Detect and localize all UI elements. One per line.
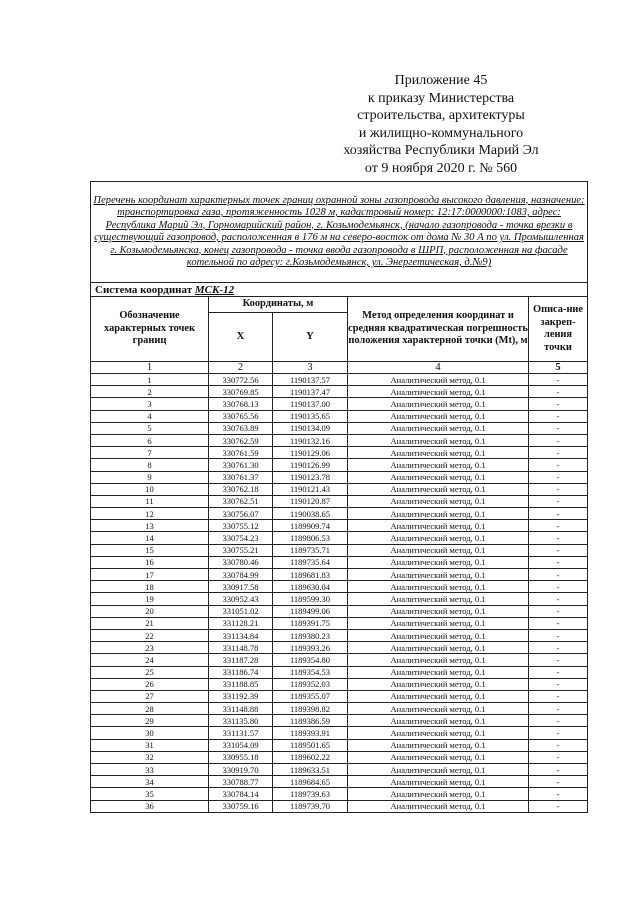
method-cell: Аналитический метод, 0.1 (348, 617, 529, 629)
table-row (91, 520, 588, 532)
table-row (91, 422, 588, 434)
coord-x-cell: 330952.43 (209, 593, 273, 605)
point-number-cell: 7 (91, 447, 209, 459)
coord-y-cell: 1189735.71 (273, 544, 348, 556)
coord-y-cell: 1189501.65 (273, 739, 348, 751)
description-cell: - (529, 703, 588, 715)
coord-y-cell: 1189599.30 (273, 593, 348, 605)
coord-x-cell: 331128.21 (209, 617, 273, 629)
coord-y-cell: 1189602.22 (273, 751, 348, 763)
table-row (91, 629, 588, 641)
coord-x-cell: 330761.37 (209, 471, 273, 483)
header-point: Обозначение характерных точек границ (91, 297, 209, 362)
coord-y-cell: 1190126.99 (273, 459, 348, 471)
column-number: 1 (91, 362, 209, 374)
coord-x-cell: 330772.56 (209, 374, 273, 386)
method-cell: Аналитический метод, 0.1 (348, 471, 529, 483)
method-cell: Аналитический метод, 0.1 (348, 666, 529, 678)
coord-x-cell: 331051.02 (209, 605, 273, 617)
coord-y-cell: 1190121.43 (273, 483, 348, 495)
description-cell: - (529, 593, 588, 605)
coord-x-cell: 330761.30 (209, 459, 273, 471)
point-number-cell: 35 (91, 788, 209, 800)
point-number-cell: 36 (91, 800, 209, 812)
point-number-cell: 2 (91, 386, 209, 398)
point-number-cell: 30 (91, 727, 209, 739)
method-cell: Аналитический метод, 0.1 (348, 556, 529, 568)
coord-y-cell: 1190137.57 (273, 374, 348, 386)
description-cell: - (529, 678, 588, 690)
method-cell: Аналитический метод, 0.1 (348, 629, 529, 641)
coord-x-cell: 330780.46 (209, 556, 273, 568)
coord-x-cell: 330755.12 (209, 520, 273, 532)
description-cell: - (529, 471, 588, 483)
coord-x-cell: 330919.70 (209, 764, 273, 776)
table-row (91, 666, 588, 678)
point-number-cell: 32 (91, 751, 209, 763)
method-cell: Аналитический метод, 0.1 (348, 495, 529, 507)
description-cell: - (529, 605, 588, 617)
table-body (91, 374, 588, 813)
table-row (91, 764, 588, 776)
table-row (91, 776, 588, 788)
coord-x-cell: 331148.88 (209, 703, 273, 715)
point-number-cell: 14 (91, 532, 209, 544)
table-row (91, 715, 588, 727)
point-number-cell: 13 (91, 520, 209, 532)
method-cell: Аналитический метод, 0.1 (348, 520, 529, 532)
description-cell: - (529, 715, 588, 727)
table-row (91, 434, 588, 446)
point-number-cell: 19 (91, 593, 209, 605)
method-cell: Аналитический метод, 0.1 (348, 386, 529, 398)
point-number-cell: 18 (91, 581, 209, 593)
description-cell: - (529, 410, 588, 422)
point-number-cell: 23 (91, 642, 209, 654)
method-cell: Аналитический метод, 0.1 (348, 605, 529, 617)
table-row (91, 495, 588, 507)
method-cell: Аналитический метод, 0.1 (348, 447, 529, 459)
table-row (91, 483, 588, 495)
table-row (91, 386, 588, 398)
point-number-cell: 26 (91, 678, 209, 690)
column-number: 4 (348, 362, 529, 374)
description-cell: - (529, 569, 588, 581)
appendix-line: к приказу Министерства (367, 90, 515, 106)
description-cell: - (529, 617, 588, 629)
table-row (91, 581, 588, 593)
coord-x-cell: 331131.57 (209, 727, 273, 739)
coord-y-cell: 1189398.82 (273, 703, 348, 715)
point-number-cell: 24 (91, 654, 209, 666)
header-coords: Координаты, м (209, 297, 348, 313)
coord-y-cell: 1190120.87 (273, 495, 348, 507)
coord-x-cell: 331188.85 (209, 678, 273, 690)
description-cell: - (529, 422, 588, 434)
method-cell: Аналитический метод, 0.1 (348, 569, 529, 581)
table-row (91, 800, 588, 812)
coord-x-cell: 330756.07 (209, 508, 273, 520)
coord-x-cell: 330765.56 (209, 410, 273, 422)
coord-y-cell: 1189633.51 (273, 764, 348, 776)
point-number-cell: 29 (91, 715, 209, 727)
coordinate-system (91, 283, 588, 297)
coord-y-cell: 1189386.59 (273, 715, 348, 727)
coord-y-cell: 1189393.91 (273, 727, 348, 739)
description-cell: - (529, 459, 588, 471)
point-number-cell: 4 (91, 410, 209, 422)
description-cell: - (529, 666, 588, 678)
point-number-cell: 21 (91, 617, 209, 629)
point-number-cell: 3 (91, 398, 209, 410)
header-method: Метод определения координат и средняя квадратическая погрешность положения характерной точки (Mt), м (348, 297, 529, 362)
coord-y-cell: 1189681.83 (273, 569, 348, 581)
description-cell: - (529, 629, 588, 641)
method-cell: Аналитический метод, 0.1 (348, 593, 529, 605)
description-cell: - (529, 434, 588, 446)
table-row (91, 678, 588, 690)
description-cell: - (529, 544, 588, 556)
table-row (91, 654, 588, 666)
coord-y-cell: 1189630.04 (273, 581, 348, 593)
appendix-line: и жилищно-коммунального (358, 125, 524, 141)
method-cell: Аналитический метод, 0.1 (348, 374, 529, 386)
table-row (91, 703, 588, 715)
table-row (91, 642, 588, 654)
method-cell: Аналитический метод, 0.1 (348, 422, 529, 434)
coord-x-cell: 330761.59 (209, 447, 273, 459)
table-row (91, 459, 588, 471)
table-row (91, 605, 588, 617)
coord-y-cell: 1190038.65 (273, 508, 348, 520)
coord-y-cell: 1189393.26 (273, 642, 348, 654)
point-number-cell: 22 (91, 629, 209, 641)
description-cell: - (529, 764, 588, 776)
method-cell: Аналитический метод, 0.1 (348, 764, 529, 776)
point-number-cell: 31 (91, 739, 209, 751)
point-number-cell: 28 (91, 703, 209, 715)
table-row (91, 569, 588, 581)
description-cell: - (529, 581, 588, 593)
coord-y-cell: 1189684.65 (273, 776, 348, 788)
coord-x-cell: 330784.14 (209, 788, 273, 800)
appendix-line: хозяйства Республики Марий Эл (343, 143, 539, 158)
appendix-line: от 9 ноября 2020 г. № 560 (364, 160, 518, 176)
coord-x-cell: 331187.28 (209, 654, 273, 666)
method-cell: Аналитический метод, 0.1 (348, 751, 529, 763)
method-cell: Аналитический метод, 0.1 (348, 678, 529, 690)
point-number-cell: 6 (91, 434, 209, 446)
table-row (91, 410, 588, 422)
method-cell: Аналитический метод, 0.1 (348, 581, 529, 593)
point-number-cell: 20 (91, 605, 209, 617)
coord-x-cell: 330762.18 (209, 483, 273, 495)
coord-y-cell: 1190135.65 (273, 410, 348, 422)
coord-y-cell: 1189380.23 (273, 629, 348, 641)
coord-y-cell: 1189909.74 (273, 520, 348, 532)
point-number-cell: 10 (91, 483, 209, 495)
coord-x-cell: 330769.85 (209, 386, 273, 398)
coordinates-table (90, 181, 588, 813)
description-cell: - (529, 739, 588, 751)
table-row (91, 471, 588, 483)
coord-x-cell: 330755.21 (209, 544, 273, 556)
appendix-line: строительства, архитектуры (357, 108, 525, 123)
coord-x-cell: 331054.09 (209, 739, 273, 751)
coord-x-cell: 330788.77 (209, 776, 273, 788)
method-cell: Аналитический метод, 0.1 (348, 654, 529, 666)
method-cell: Аналитический метод, 0.1 (348, 715, 529, 727)
description-cell: - (529, 508, 588, 520)
table-row (91, 739, 588, 751)
coord-x-cell: 330754.23 (209, 532, 273, 544)
table-row (91, 544, 588, 556)
point-number-cell: 12 (91, 508, 209, 520)
description-cell: - (529, 520, 588, 532)
coord-x-cell: 331135.80 (209, 715, 273, 727)
description-cell: - (529, 690, 588, 702)
description-cell: - (529, 788, 588, 800)
coord-x-cell: 330784.99 (209, 569, 273, 581)
table-row (91, 508, 588, 520)
point-number-cell: 8 (91, 459, 209, 471)
coord-y-cell: 1189355.07 (273, 690, 348, 702)
table-row (91, 617, 588, 629)
coord-y-cell: 1190132.16 (273, 434, 348, 446)
description-cell: - (529, 654, 588, 666)
description-cell: - (529, 483, 588, 495)
description-cell: - (529, 386, 588, 398)
method-cell: Аналитический метод, 0.1 (348, 410, 529, 422)
coord-y-cell: 1190134.09 (273, 422, 348, 434)
method-cell: Аналитический метод, 0.1 (348, 544, 529, 556)
description-cell: - (529, 776, 588, 788)
description-cell: - (529, 751, 588, 763)
method-cell: Аналитический метод, 0.1 (348, 690, 529, 702)
description-cell: - (529, 727, 588, 739)
header-x: X (209, 313, 273, 362)
column-number: 2 (209, 362, 273, 374)
coord-y-cell: 1189499.06 (273, 605, 348, 617)
point-number-cell: 1 (91, 374, 209, 386)
table-row (91, 593, 588, 605)
header-y: Y (273, 313, 348, 362)
method-cell: Аналитический метод, 0.1 (348, 398, 529, 410)
appendix-line: Приложение 45 (394, 73, 488, 88)
point-number-cell: 17 (91, 569, 209, 581)
description-cell: - (529, 374, 588, 386)
method-cell: Аналитический метод, 0.1 (348, 739, 529, 751)
table-row (91, 447, 588, 459)
coord-y-cell: 1189735.64 (273, 556, 348, 568)
coord-x-cell: 330762.59 (209, 434, 273, 446)
method-cell: Аналитический метод, 0.1 (348, 703, 529, 715)
method-cell: Аналитический метод, 0.1 (348, 532, 529, 544)
method-cell: Аналитический метод, 0.1 (348, 483, 529, 495)
coordinate-system-value: МСК-12 (194, 283, 235, 296)
point-number-cell: 11 (91, 495, 209, 507)
coord-x-cell: 330762.51 (209, 495, 273, 507)
coord-x-cell: 330759.16 (209, 800, 273, 812)
coord-x-cell: 331134.84 (209, 629, 273, 641)
table-row (91, 788, 588, 800)
coord-y-cell: 1189352.03 (273, 678, 348, 690)
table-row (91, 374, 588, 386)
appendix-header (300, 72, 582, 177)
coordinate-system-label: Система координат (95, 283, 193, 296)
table-row (91, 532, 588, 544)
method-cell: Аналитический метод, 0.1 (348, 776, 529, 788)
coord-x-cell: 330955.18 (209, 751, 273, 763)
coord-y-cell: 1190129.06 (273, 447, 348, 459)
coord-x-cell: 331192.39 (209, 690, 273, 702)
description-cell: - (529, 447, 588, 459)
method-cell: Аналитический метод, 0.1 (348, 800, 529, 812)
point-number-cell: 27 (91, 690, 209, 702)
table-row (91, 398, 588, 410)
description-cell: - (529, 556, 588, 568)
point-number-cell: 9 (91, 471, 209, 483)
description-cell: - (529, 642, 588, 654)
coord-y-cell: 1189354.53 (273, 666, 348, 678)
table-row (91, 690, 588, 702)
description-cell: - (529, 532, 588, 544)
table-row (91, 556, 588, 568)
point-number-cell: 15 (91, 544, 209, 556)
point-number-cell: 16 (91, 556, 209, 568)
method-cell: Аналитический метод, 0.1 (348, 459, 529, 471)
coord-y-cell: 1189391.75 (273, 617, 348, 629)
coord-y-cell: 1189739.63 (273, 788, 348, 800)
method-cell: Аналитический метод, 0.1 (348, 434, 529, 446)
point-number-cell: 33 (91, 764, 209, 776)
column-number: 3 (273, 362, 348, 374)
header-desc: Описа-ние закреп-ления точки (529, 297, 588, 362)
coord-x-cell: 330768.13 (209, 398, 273, 410)
description-cell: - (529, 495, 588, 507)
method-cell: Аналитический метод, 0.1 (348, 642, 529, 654)
table-row (91, 751, 588, 763)
coord-y-cell: 1189806.53 (273, 532, 348, 544)
column-numbers-row (91, 362, 588, 374)
method-cell: Аналитический метод, 0.1 (348, 508, 529, 520)
coord-x-cell: 331148.78 (209, 642, 273, 654)
point-number-cell: 5 (91, 422, 209, 434)
column-number: 5 (529, 362, 588, 374)
description-cell: - (529, 398, 588, 410)
coord-x-cell: 330763.89 (209, 422, 273, 434)
point-number-cell: 25 (91, 666, 209, 678)
coord-x-cell: 331186.74 (209, 666, 273, 678)
point-number-cell: 34 (91, 776, 209, 788)
coord-y-cell: 1189739.70 (273, 800, 348, 812)
description-cell: - (529, 800, 588, 812)
coord-y-cell: 1190137.47 (273, 386, 348, 398)
table-caption: Перечень координат характерных точек границ охранной зоны газопровода высокого давления, назначение: транспортировка газа, протяженность 1028 м, кадастровый номер: 12:17:0000000:1083, адрес: Республика Марий Эл, Горномарийский район, г. Козьмодемьянск, (начало газопровода - точка врезки в существующий газопровод, расположенная в 176 м на северо-восток от дома № 30 А по ул. Промышленная г. Козьмодемьянска, конец газопровода - точка ввода газопровода в ШРП, расположенная на фасаде котельной по адресу: г.Козьмодемьянск, ул. Энергетическая, д.№9) (91, 182, 588, 283)
coord-x-cell: 330917.58 (209, 581, 273, 593)
method-cell: Аналитический метод, 0.1 (348, 727, 529, 739)
coord-y-cell: 1190137.00 (273, 398, 348, 410)
table-row (91, 727, 588, 739)
coord-y-cell: 1189354.80 (273, 654, 348, 666)
coord-y-cell: 1190123.78 (273, 471, 348, 483)
method-cell: Аналитический метод, 0.1 (348, 788, 529, 800)
